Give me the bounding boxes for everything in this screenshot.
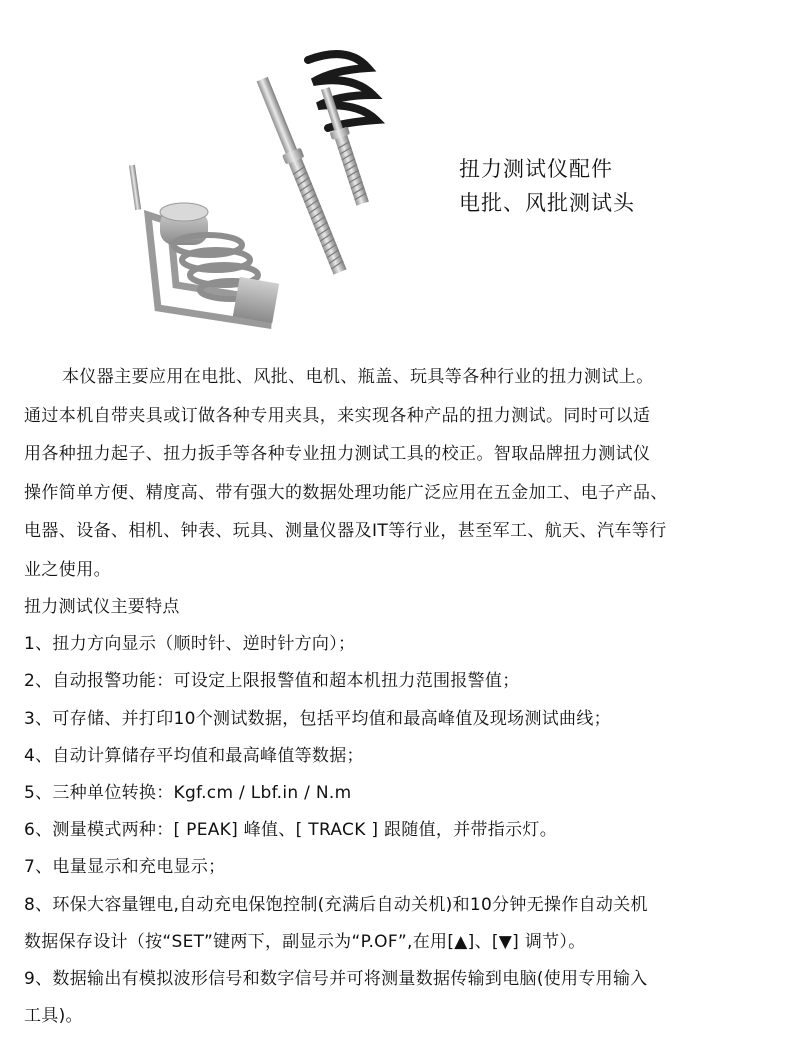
product-title xyxy=(459,152,635,220)
intro-line: 本仪器主要应用在电批、风批、电机、瓶盖、玩具等各种行业的扭力测试上。 xyxy=(62,367,654,387)
title-line-1: 扭力测试仪配件 xyxy=(459,157,613,181)
feature-item-continued: 数据保存设计（按“SET”键两下，副显示为“P.OF”,在用[▲]、[▼] 调节）。 xyxy=(24,931,586,952)
feature-item: 9、数据输出有模拟波形信号和数字信号并可将测量数据传输到电脑(使用专用输入 xyxy=(24,968,648,989)
intro-line: 操作简单方便、精度高、带有强大的数据处理功能广泛应用在五金加工、电子产品、 xyxy=(24,482,668,503)
feature-item: 1、扭力方向显示（顺时针、逆时针方向）； xyxy=(24,634,356,655)
black-spring xyxy=(308,54,376,128)
feature-item: 2、自动报警功能：可设定上限报警值和超本机扭力范围报警值； xyxy=(24,671,520,692)
title-line-2: 电批、风批测试头 xyxy=(459,191,635,215)
product-photo xyxy=(118,40,398,340)
feature-item: 7、电量显示和充电显示； xyxy=(24,857,226,878)
intro-line: 通过本机自带夹具或订做各种专用夹具，来实现各种产品的扭力测试。同时可以适 xyxy=(24,405,651,426)
test-head-assembly xyxy=(129,165,279,325)
product-hero xyxy=(0,0,790,345)
feature-item-continued: 工具)。 xyxy=(24,1006,83,1027)
feature-item: 4、自动计算储存平均值和最高峰值等数据； xyxy=(24,745,364,766)
intro-line: 业之使用。 xyxy=(24,559,111,580)
intro-paragraph xyxy=(24,358,772,589)
features-section xyxy=(24,589,772,1035)
intro-line: 用各种扭力起子、扭力扳手等各种专业扭力测试工具的校正。智取品牌扭力测试仪 xyxy=(24,444,651,464)
intro-line: 电器、设备、相机、钟表、玩具、测量仪器及IT等行业，甚至军工、航天、汽车等行 xyxy=(24,521,667,541)
feature-item: 6、测量模式两种：[ PEAK] 峰值、[ TRACK ] 跟随值，并带指示灯。 xyxy=(24,820,557,841)
feature-item: 5、三种单位转换：Kgf.cm / Lbf.in / N.m xyxy=(24,782,352,803)
feature-item: 8、环保大容量锂电,自动充电保饱控制(充满后自动关机)和10分钟无操作自动关机 xyxy=(24,894,648,915)
feature-item: 3、可存储、并打印10个测试数据，包括平均值和最高峰值及现场测试曲线； xyxy=(24,708,611,729)
features-heading: 扭力测试仪主要特点 xyxy=(24,597,180,617)
